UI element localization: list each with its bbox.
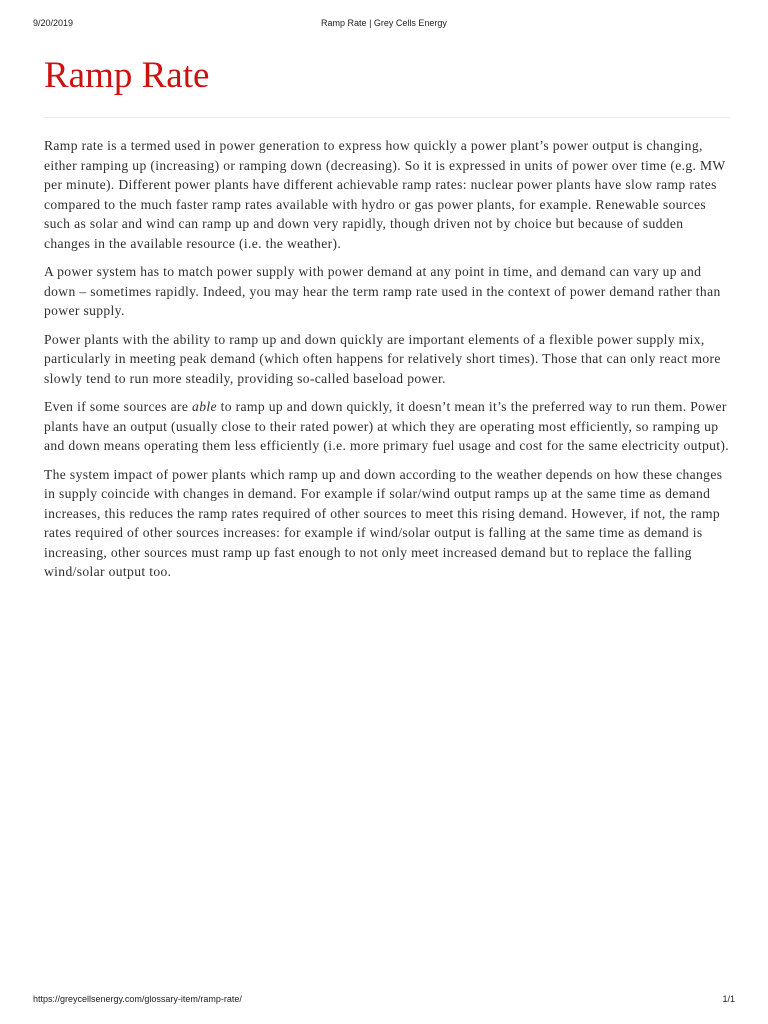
paragraph-4-emphasis: able [192,399,217,414]
print-header [33,18,735,32]
article [44,54,730,591]
print-page-title: Ramp Rate | Grey Cells Energy [321,18,447,28]
paragraph-5: The system impact of power plants which ramp up and down according to the weather depends on how these changes in supply coincide with changes in demand. For example if solar/wind output ramps up at the same time as demand increases, this reduces the ramp rates required of other sources to meet this rising demand. However, if not, the ramp rates required of other sources increases: for example if wind/solar output is falling at the same time as demand is increasing, other sources must ramp up fast enough to not only meet increased demand but to replace the falling wind/solar output too. [44,466,723,579]
paragraph-4-end: to ramp up and down quickly, it doesn’t mean it’s the preferred way to run them. Power plants have an output (usually close to their rated power) at which they are operating most efficiently, so ramping up and down means operating them less efficiently (i.e. more primary fuel usage and cost for the same electricity output). [44,399,730,453]
page-url[interactable]: https://greycellsenergy.com/glossary-item/ramp-rate/ [33,994,242,1004]
paragraph-2: A power system has to match power supply with power demand at any point in time, and demand can vary up and down – sometimes rapidly. Indeed, you may hear the term ramp rate used in the context of power demand rather than power supply. [44,264,721,318]
paragraph-4-start: Even if some sources are [44,399,193,414]
paragraph-4 [44,397,730,456]
page-title: Ramp Rate [44,55,210,96]
page-count: 1/1 [722,994,735,1004]
print-footer [33,994,735,1008]
article-body [44,136,730,582]
paragraph-1: Ramp rate is a termed used in power generation to express how quickly a power plant’s power output is changing, either ramping up (increasing) or ramping down (decreasing). So it is expressed in units of power over time (e.g. MW per minute). Different power plants have different achievable ramp rates: nuclear power plants have slow ramp rates compared to the much faster ramp rates available with hydro or gas power plants, for example. Renewable sources such as solar and wind can ramp up and down very rapidly, though driven not by choice but because of sudden changes in the available resource (i.e. the weather). [44,138,726,251]
paragraph-3: Power plants with the ability to ramp up and down quickly are important elements of a flexible power supply mix, particularly in meeting peak demand (which often happens for relatively short times). Those that can only react more slowly tend to run more steadily, providing so-called baseload power. [44,331,721,386]
print-date: 9/20/2019 [33,18,74,28]
title-divider [44,117,730,118]
